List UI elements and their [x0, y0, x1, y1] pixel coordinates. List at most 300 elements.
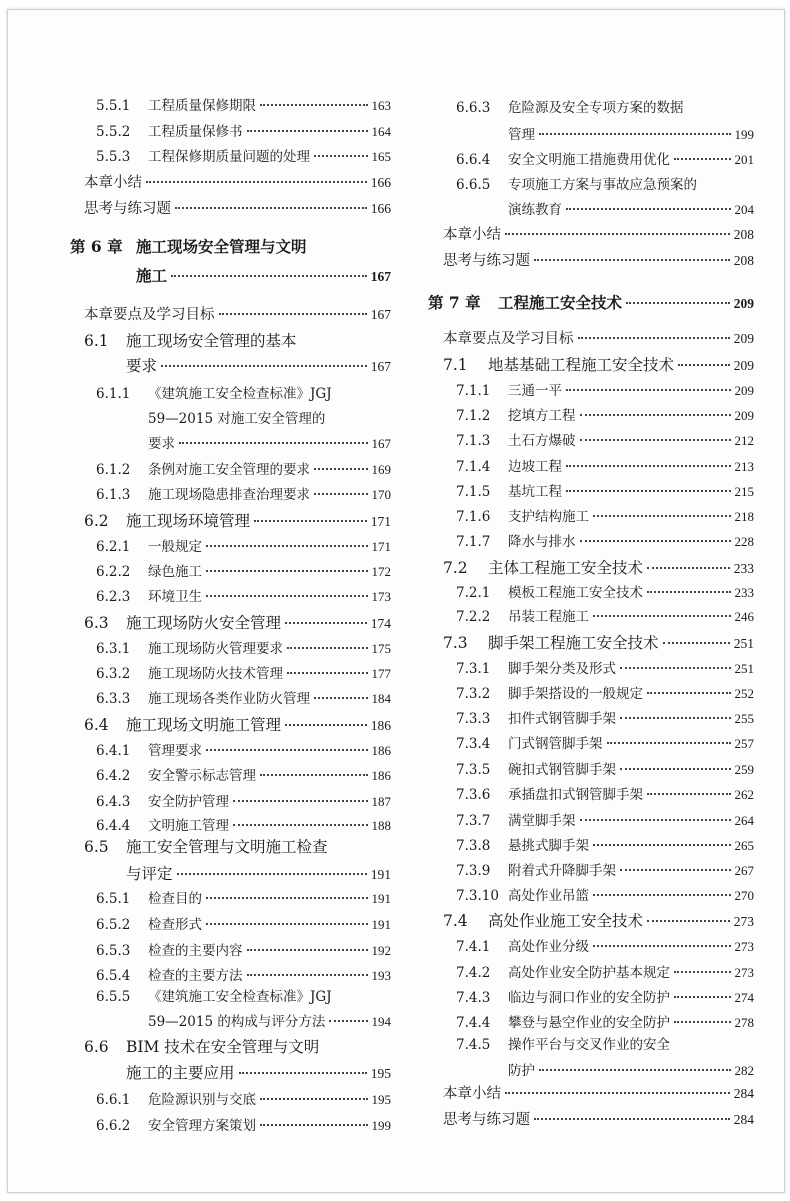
- toc-dot-leader: [620, 869, 731, 871]
- toc-page-number: 170: [371, 487, 391, 502]
- toc-page-number: 164: [371, 124, 391, 139]
- toc-entry[interactable]: [96, 662, 391, 682]
- toc-entry[interactable]: [84, 329, 391, 351]
- toc-entry-title: 高处作业吊篮: [508, 888, 589, 904]
- toc-entry-title: 一般规定: [148, 539, 202, 555]
- toc-page-number: 165: [371, 149, 391, 164]
- toc-page-number: 191: [370, 867, 391, 882]
- toc-entry-number: 6.4.3: [96, 794, 131, 810]
- toc-page-number: 191: [371, 891, 391, 906]
- toc-dot-leader: [620, 667, 731, 669]
- toc-entry-title: 边坡工程: [508, 459, 562, 475]
- toc-entry-title: 降水与排水: [508, 534, 576, 550]
- toc-entry-number: 第 7 章: [428, 293, 481, 312]
- toc-entry[interactable]: [456, 758, 754, 778]
- toc-entry[interactable]: [456, 455, 754, 475]
- toc-entry[interactable]: [456, 480, 754, 500]
- toc-dot-leader: [647, 591, 731, 593]
- toc-entry[interactable]: [96, 814, 391, 834]
- toc-entry-number: 7.1.3: [456, 433, 491, 449]
- toc-entry-title: 施工现场文明施工管理: [126, 716, 282, 734]
- toc-entry[interactable]: [96, 120, 391, 140]
- toc-entry-number: 7.3.4: [456, 736, 491, 752]
- toc-entry[interactable]: [84, 1035, 391, 1057]
- toc-dot-leader: [505, 1092, 730, 1094]
- toc-entry-title: 安全文明施工措施费用优化: [508, 152, 670, 168]
- toc-page-number: 218: [734, 509, 754, 524]
- toc-entry[interactable]: [443, 327, 754, 348]
- toc-entry-title: 本章要点及学习目标: [443, 331, 574, 347]
- toc-entry[interactable]: [148, 1010, 391, 1030]
- toc-entry-title: 演练教育: [508, 202, 562, 218]
- toc-entry-number: 7.2.2: [456, 609, 491, 625]
- toc-entry[interactable]: [456, 783, 754, 803]
- toc-entry[interactable]: [84, 713, 391, 735]
- toc-entry[interactable]: [96, 535, 391, 555]
- toc-page-number: 273: [733, 914, 754, 929]
- toc-entry[interactable]: [456, 986, 754, 1006]
- toc-dot-leader: [260, 1098, 368, 1100]
- toc-entry[interactable]: [456, 809, 754, 829]
- toc-entry[interactable]: [96, 560, 391, 580]
- toc-entry-title: 思考与练习题: [443, 1112, 530, 1128]
- toc-dot-leader: [314, 697, 368, 699]
- toc-page-number: 194: [371, 1014, 391, 1029]
- toc-entry-title: 管理要求: [148, 743, 202, 759]
- toc-entry-number: 6.4.2: [96, 768, 131, 784]
- toc-dot-leader: [505, 233, 730, 235]
- toc-entry[interactable]: [96, 887, 391, 907]
- toc-page-number: 193: [371, 968, 391, 983]
- toc-dot-leader: [206, 897, 368, 899]
- toc-entry-title: 支护结构施工: [508, 509, 589, 525]
- toc-entry[interactable]: [84, 835, 391, 857]
- toc-page-number: 215: [734, 484, 754, 499]
- toc-entry[interactable]: [456, 682, 754, 702]
- toc-page-number: 167: [370, 359, 391, 374]
- toc-dot-leader: [580, 414, 731, 416]
- toc-page-number: 209: [733, 358, 754, 373]
- toc-entry-title: 安全防护管理: [148, 794, 229, 810]
- toc-entry-number: 6.1.2: [96, 462, 131, 478]
- toc-entry-title: 专项施工方案与事故应急预案的: [508, 177, 697, 193]
- toc-entry-number: 7.1.4: [456, 459, 491, 475]
- toc-entry[interactable]: [96, 483, 391, 503]
- toc-entry-title: 攀登与悬空作业的安全防护: [508, 1015, 670, 1031]
- toc-entry-number: 7.3.9: [456, 863, 491, 879]
- toc-entry-number: 7.4.2: [456, 965, 491, 981]
- toc-entry[interactable]: [443, 909, 754, 931]
- toc-entry[interactable]: [84, 509, 391, 531]
- toc-dot-leader: [260, 1124, 368, 1126]
- toc-entry-title: 本章小结: [443, 1086, 501, 1102]
- toc-page-number: 186: [371, 743, 391, 758]
- toc-entry-title: 满堂脚手架: [508, 813, 576, 829]
- toc-dot-leader: [287, 647, 368, 649]
- toc-dot-leader: [593, 515, 731, 517]
- toc-dot-leader: [593, 945, 731, 947]
- toc-entry-title: 安全警示标志管理: [148, 768, 256, 784]
- toc-page-number: 167: [371, 436, 391, 451]
- toc-entry-title: 施工现场各类作业防火管理: [148, 691, 310, 707]
- toc-entry[interactable]: [96, 739, 391, 759]
- toc-entry-number: 7.1.7: [456, 534, 491, 550]
- toc-page-number: 186: [370, 718, 391, 733]
- toc-entry-title: 土石方爆破: [508, 433, 576, 449]
- toc-page-number: 173: [371, 589, 391, 604]
- toc-page-number: 163: [371, 98, 391, 113]
- toc-entry-number: 6.6.3: [456, 100, 491, 116]
- toc-entry-title: 操作平台与交叉作业的安全: [508, 1037, 670, 1053]
- toc-entry[interactable]: [456, 859, 754, 879]
- toc-entry-number: 6.2.1: [96, 539, 131, 555]
- toc-page-number: 188: [371, 818, 391, 833]
- toc-entry[interactable]: [508, 198, 754, 218]
- toc-page-number: 278: [734, 1015, 754, 1030]
- toc-entry-number: 7.3.3: [456, 711, 491, 727]
- toc-dot-leader: [285, 724, 367, 726]
- toc-entry-title: 绿色施工: [148, 564, 202, 580]
- toc-entry-title: 工程施工安全技术: [498, 293, 623, 312]
- toc-entry-title: 安全管理方案策划: [148, 1118, 256, 1134]
- toc-entry[interactable]: [96, 145, 391, 165]
- toc-dot-leader: [171, 275, 367, 277]
- toc-dot-leader: [539, 1069, 731, 1071]
- toc-entry-title: 管理: [508, 127, 535, 143]
- toc-entry[interactable]: [456, 173, 754, 193]
- toc-dot-leader: [287, 672, 368, 674]
- toc-entry-number: 6.1.3: [96, 487, 131, 503]
- toc-entry[interactable]: [443, 556, 754, 578]
- toc-page-number: 252: [734, 686, 754, 701]
- toc-entry[interactable]: [126, 354, 391, 376]
- toc-entry-title: BIM 技术在安全管理与文明: [126, 1038, 320, 1056]
- toc-entry[interactable]: [96, 382, 391, 402]
- toc-dot-leader: [247, 974, 368, 976]
- toc-entry-number: 6.5.1: [96, 891, 131, 907]
- toc-dot-leader: [674, 1021, 731, 1023]
- toc-entry[interactable]: [443, 631, 754, 653]
- toc-right-column: [398, 10, 784, 1192]
- toc-entry[interactable]: [96, 458, 391, 478]
- toc-dot-leader: [329, 1020, 367, 1022]
- toc-entry[interactable]: [456, 935, 754, 955]
- toc-entry-title: 碗扣式钢管脚手架: [508, 762, 616, 778]
- toc-entry[interactable]: [456, 581, 754, 601]
- toc-entry-number: 6.6.1: [96, 1092, 131, 1108]
- toc-entry[interactable]: [443, 249, 754, 270]
- toc-dot-leader: [578, 337, 730, 339]
- toc-entry[interactable]: [456, 707, 754, 727]
- toc-dot-leader: [233, 800, 368, 802]
- toc-page-number: 169: [371, 462, 391, 477]
- toc-entry-number: 6.6.4: [456, 152, 491, 168]
- toc-entry-number: 7.3.6: [456, 787, 491, 803]
- toc-entry-title: 主体工程施工安全技术: [488, 559, 644, 577]
- toc-page-number: 166: [370, 201, 391, 216]
- toc-page-number: 186: [371, 768, 391, 783]
- toc-entry-title: 要求: [148, 436, 175, 452]
- toc-entry-number: 5.5.1: [96, 98, 131, 114]
- toc-entry[interactable]: [96, 964, 391, 984]
- toc-page-number: 257: [734, 736, 754, 751]
- toc-entry[interactable]: [456, 530, 754, 550]
- toc-entry[interactable]: [443, 1108, 754, 1129]
- toc-entry-number: 7.1.6: [456, 509, 491, 525]
- toc-entry[interactable]: [456, 605, 754, 625]
- toc-entry[interactable]: [96, 94, 391, 114]
- toc-entry-number: 6.3.1: [96, 641, 131, 657]
- toc-entry-title: 工程保修期质量问题的处理: [148, 149, 310, 165]
- toc-entry-number: 7.1: [443, 356, 468, 374]
- toc-entry[interactable]: [456, 379, 754, 399]
- toc-page-number: 212: [734, 433, 754, 448]
- toc-entry-number: 6.3.3: [96, 691, 131, 707]
- toc-entry[interactable]: [96, 585, 391, 605]
- toc-entry-title: 检查的主要方法: [148, 968, 243, 984]
- toc-entry[interactable]: [443, 353, 754, 375]
- toc-entry-number: 7.3.2: [456, 686, 491, 702]
- toc-entry[interactable]: [508, 123, 754, 143]
- toc-page-number: 251: [734, 661, 754, 676]
- toc-dot-leader: [647, 692, 731, 694]
- toc-page-number: 166: [370, 175, 391, 190]
- toc-dot-leader: [206, 749, 368, 751]
- toc-page-number: 171: [370, 514, 391, 529]
- toc-entry-title: 《建筑施工安全检查标准》JGJ: [148, 989, 332, 1005]
- toc-dot-leader: [314, 468, 368, 470]
- toc-dot-leader: [314, 493, 368, 495]
- toc-entry-title: 施工的主要应用: [126, 1064, 235, 1082]
- toc-dot-leader: [314, 155, 368, 157]
- toc-dot-leader: [566, 490, 731, 492]
- toc-dot-leader: [593, 844, 731, 846]
- toc-entry-title: 施工现场防火管理要求: [148, 641, 283, 657]
- toc-entry-number: 7.4.1: [456, 939, 491, 955]
- toc-dot-leader: [678, 364, 730, 366]
- toc-entry-number: 7.3.5: [456, 762, 491, 778]
- toc-entry-title: 危险源及安全专项方案的数据: [508, 100, 684, 116]
- toc-page-number: 177: [371, 666, 391, 681]
- toc-page-number: 284: [733, 1112, 754, 1127]
- toc-entry-number: 7.4.3: [456, 990, 491, 1006]
- toc-dot-leader: [663, 642, 730, 644]
- toc-dot-leader: [593, 894, 731, 896]
- toc-dot-leader: [647, 567, 730, 569]
- toc-entry-number: 7.1.1: [456, 383, 491, 399]
- toc-dot-leader: [175, 207, 367, 209]
- toc-entry-title: 检查形式: [148, 917, 202, 933]
- toc-entry-title: 悬挑式脚手架: [508, 838, 589, 854]
- toc-entry-title: 脚手架搭设的一般规定: [508, 686, 643, 702]
- toc-entry[interactable]: [96, 1114, 391, 1134]
- toc-entry-title: 三通一平: [508, 383, 562, 399]
- toc-page-number: 233: [733, 561, 754, 576]
- toc-entry-title: 本章小结: [443, 227, 501, 243]
- toc-dot-leader: [566, 465, 731, 467]
- toc-entry[interactable]: [126, 1061, 391, 1083]
- toc-entry-title: 思考与练习题: [443, 253, 530, 269]
- toc-page-number: 204: [734, 202, 754, 217]
- toc-dot-leader: [534, 1118, 730, 1120]
- toc-entry-number: 6.5.3: [96, 943, 131, 959]
- toc-entry[interactable]: [126, 862, 391, 884]
- toc-dot-leader: [566, 208, 731, 210]
- toc-entry[interactable]: [456, 1011, 754, 1031]
- toc-page-number: 270: [734, 888, 754, 903]
- toc-dot-leader: [239, 1072, 367, 1074]
- toc-entry-number: 7.4.5: [456, 1037, 491, 1053]
- toc-dot-leader: [177, 873, 367, 875]
- toc-dot-leader: [647, 793, 731, 795]
- toc-page-number: 175: [371, 641, 391, 656]
- toc-entry[interactable]: [96, 764, 391, 784]
- toc-entry-number: 6.4: [84, 716, 109, 734]
- toc-entry-title: 挖填方工程: [508, 408, 576, 424]
- toc-page-number: 251: [733, 636, 754, 651]
- toc-dot-leader: [534, 259, 730, 261]
- toc-dot-leader: [206, 570, 368, 572]
- toc-entry[interactable]: [443, 1082, 754, 1103]
- toc-page-number: 267: [734, 863, 754, 878]
- toc-dot-leader: [219, 313, 367, 315]
- toc-entry[interactable]: [96, 687, 391, 707]
- toc-entry-title: 门式钢管脚手架: [508, 736, 603, 752]
- toc-entry[interactable]: [443, 223, 754, 244]
- toc-entry-number: 6.2.3: [96, 589, 131, 605]
- toc-dot-leader: [580, 540, 731, 542]
- toc-entry-title: 思考与练习题: [84, 201, 171, 217]
- toc-entry[interactable]: [456, 732, 754, 752]
- toc-page-number: 209: [733, 296, 754, 311]
- toc-entry-title: 施工现场防火安全管理: [126, 614, 282, 632]
- toc-entry[interactable]: [456, 96, 754, 116]
- toc-entry[interactable]: [456, 657, 754, 677]
- toc-entry[interactable]: [148, 407, 391, 427]
- toc-entry-number: 6.6.2: [96, 1118, 131, 1134]
- toc-page-number: 171: [371, 539, 391, 554]
- toc-entry[interactable]: [70, 235, 391, 257]
- toc-page: [7, 9, 785, 1193]
- toc-dot-leader: [580, 819, 731, 821]
- toc-dot-leader: [206, 923, 368, 925]
- toc-entry[interactable]: [96, 913, 391, 933]
- toc-page-number: 233: [734, 585, 754, 600]
- toc-entry[interactable]: [456, 834, 754, 854]
- toc-entry-number: 5.5.3: [96, 149, 131, 165]
- toc-page-number: 273: [734, 939, 754, 954]
- toc-entry-title: 施工现场防火技术管理: [148, 666, 283, 682]
- toc-page-number: 199: [734, 127, 754, 142]
- toc-entry[interactable]: [456, 429, 754, 449]
- toc-entry-number: 5.5.2: [96, 124, 131, 140]
- toc-entry[interactable]: [96, 939, 391, 959]
- toc-page-number: 191: [371, 917, 391, 932]
- toc-entry[interactable]: [508, 1059, 754, 1079]
- toc-page-number: 259: [734, 762, 754, 777]
- toc-entry[interactable]: [136, 264, 391, 286]
- toc-entry-number: 6.5: [84, 838, 109, 856]
- toc-entry-title: 脚手架分类及形式: [508, 661, 616, 677]
- toc-page-number: 265: [734, 838, 754, 853]
- toc-entry[interactable]: [96, 985, 391, 1005]
- toc-dot-leader: [593, 615, 731, 617]
- toc-entry-number: 7.3.7: [456, 813, 491, 829]
- toc-left-column: [8, 10, 400, 1192]
- toc-entry-number: 7.3: [443, 634, 468, 652]
- toc-dot-leader: [607, 742, 731, 744]
- toc-page-number: 264: [734, 813, 754, 828]
- toc-entry-number: 6.6.5: [456, 177, 491, 193]
- toc-entry-title: 工程质量保修期限: [148, 98, 256, 114]
- toc-entry[interactable]: [148, 432, 391, 452]
- toc-entry-number: 6.5.2: [96, 917, 131, 933]
- toc-entry-title: 工程质量保修书: [148, 124, 243, 140]
- toc-page-number: 209: [734, 383, 754, 398]
- toc-entry-number: 7.2: [443, 559, 468, 577]
- toc-entry[interactable]: [456, 961, 754, 981]
- toc-entry-title: 吊装工程施工: [508, 609, 589, 625]
- toc-entry-title: 承插盘扣式钢管脚手架: [508, 787, 643, 803]
- toc-entry[interactable]: [84, 197, 391, 218]
- toc-entry[interactable]: [96, 1088, 391, 1108]
- toc-page-number: 208: [733, 227, 754, 242]
- toc-entry-title: 高处作业分级: [508, 939, 589, 955]
- toc-entry-title: 《建筑施工安全检查标准》JGJ: [148, 386, 332, 402]
- toc-entry-title: 与评定: [126, 865, 173, 883]
- toc-dot-leader: [260, 774, 368, 776]
- toc-entry-title: 检查的主要内容: [148, 943, 243, 959]
- toc-entry-number: 6.4.1: [96, 743, 131, 759]
- toc-entry-title: 基坑工程: [508, 484, 562, 500]
- toc-entry-title: 环境卫生: [148, 589, 202, 605]
- toc-entry[interactable]: [84, 171, 391, 192]
- toc-entry[interactable]: [456, 148, 754, 168]
- toc-page-number: 184: [371, 691, 391, 706]
- toc-dot-leader: [674, 971, 731, 973]
- toc-entry-number: 第 6 章: [70, 237, 123, 256]
- toc-page-number: 255: [734, 711, 754, 726]
- toc-page-number: 273: [734, 965, 754, 980]
- toc-entry[interactable]: [456, 884, 754, 904]
- toc-page-number: 199: [371, 1118, 391, 1133]
- toc-dot-leader: [580, 439, 731, 441]
- toc-entry-title: 文明施工管理: [148, 818, 229, 834]
- toc-entry-title: 附着式升降脚手架: [508, 863, 616, 879]
- toc-entry[interactable]: [84, 303, 391, 324]
- toc-entry-number: 6.2.2: [96, 564, 131, 580]
- toc-dot-leader: [674, 996, 731, 998]
- toc-entry[interactable]: [96, 790, 391, 810]
- toc-dot-leader: [206, 545, 368, 547]
- toc-dot-leader: [260, 104, 368, 106]
- toc-page-number: 208: [733, 253, 754, 268]
- toc-entry-number: 7.1.2: [456, 408, 491, 424]
- toc-entry-title: 施工现场隐患排查治理要求: [148, 487, 310, 503]
- toc-dot-leader: [620, 717, 731, 719]
- toc-page-number: 195: [371, 1092, 391, 1107]
- toc-page-number: 284: [733, 1086, 754, 1101]
- toc-entry[interactable]: [428, 291, 754, 313]
- toc-entry[interactable]: [456, 505, 754, 525]
- toc-dot-leader: [179, 442, 368, 444]
- toc-entry-number: 6.5.4: [96, 968, 131, 984]
- toc-entry[interactable]: [96, 637, 391, 657]
- toc-entry[interactable]: [456, 1033, 754, 1053]
- toc-entry[interactable]: [84, 611, 391, 633]
- toc-dot-leader: [206, 595, 368, 597]
- toc-entry[interactable]: [456, 404, 754, 424]
